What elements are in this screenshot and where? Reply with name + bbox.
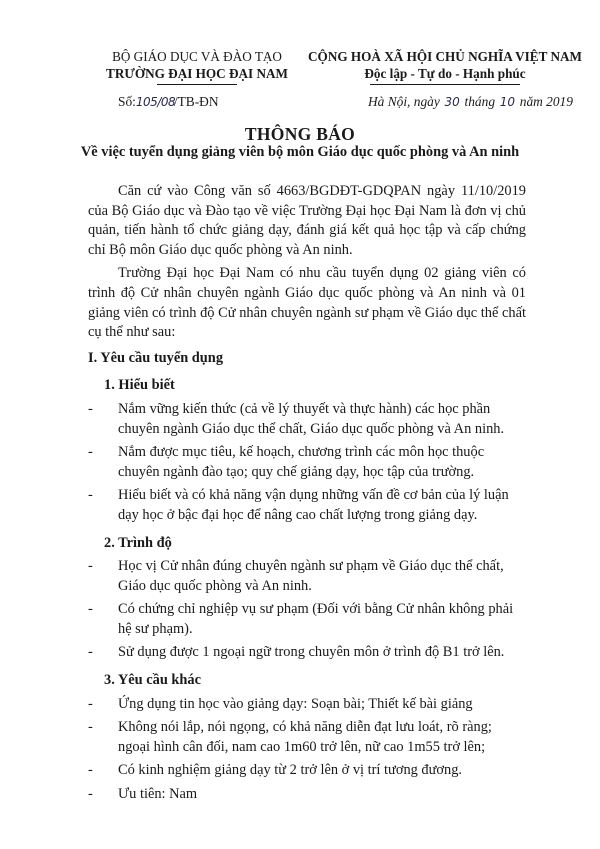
list-item: - Sử dụng được 1 ngoại ngữ trong chuyên môn ở trình độ B1 trở lên. [88,643,526,663]
list-item: - Học vị Cử nhân đúng chuyên ngành sư phạm về Giáo dục thể chất, Giáo dục quốc phòng và An ninh. [88,558,504,594]
date-place: Hà Nội, ngày [368,94,440,109]
doc-number-suffix: /TB-ĐN [173,94,219,109]
university-underline [157,84,237,85]
document-subtitle: Về việc tuyển dụng giảng viên bộ môn Giáo dục quốc phòng và An ninh [80,144,520,160]
date-year: năm 2019 [519,94,573,109]
dash-bullet: - [88,762,93,779]
list-item: - Hiểu biết và có khả năng vận dụng những vấn đề cơ bản của lý luận dạy học ở bậc đại học để nâng cao chất lượng trong giảng dạy. [88,487,509,523]
subsection-heading: 1. Hiểu biết [104,377,175,394]
list-item: - Nắm được mục tiêu, kế hoạch, chương trình các môn học thuộc chuyên ngành đào tạo; quy chế giảng dạy, học tập của trường. [88,444,485,480]
dash-bullet: - [88,601,93,618]
dash-bullet: - [88,695,93,712]
dash-bullet: - [88,644,93,661]
dash-bullet: - [88,487,93,504]
dash-bullet: - [88,444,93,461]
date-day: 30 [444,95,460,109]
dash-bullet: - [88,400,93,417]
date-month: 10 [499,95,516,109]
university-name: TRƯỜNG ĐẠI HỌC ĐẠI NAM [106,66,288,81]
dash-bullet: - [88,786,93,803]
paragraph: Trường Đại học Đại Nam có nhu cầu tuyển dụng 02 giảng viên có trình độ Cử nhân chuyên ngành Giáo dục quốc phòng và An ninh và 01 giảng viên có trình độ Cử nhân chuyên ngành sư phạm về Giáo dục thể chất cụ thể như sau: [88,265,526,341]
document-number [118,94,219,110]
document-title: THÔNG BÁO [244,124,356,144]
list-item: - Nắm vững kiến thức (cả về lý thuyết và thực hành) các học phần chuyên ngành Giáo dục thể chất, Giáo dục quốc phòng và An ninh. [88,400,505,437]
list-item: - Ứng dụng tin học vào giảng dạy: Soạn bài; Thiết kế bài giảng [88,695,526,715]
country-name: CỘNG HOÀ XÃ HỘI CHỦ NGHĨA VIỆT NAM [308,49,582,64]
list-item: - Có chứng chỉ nghiệp vụ sư phạm (Đối với bằng Cử nhân không phải hệ sư phạm). [88,601,514,637]
dash-bullet: - [88,558,93,575]
motto-underline [370,84,520,85]
doc-number-handwritten: 105/08 [135,95,176,109]
ministry-header [92,48,302,85]
document-body [88,182,526,809]
doc-number-prefix: Số: [118,94,136,109]
list-item: - Không nói lắp, nói ngọng, có khả năng diễn đạt lưu loát, rõ ràng; ngoại hình cân đối, nam cao 1m60 trở lên, nữ cao 1m55 trở lên; [88,719,492,755]
ministry-name: BỘ GIÁO DỤC VÀ ĐÀO TẠO [112,49,282,64]
list-item: - Ưu tiên: Nam [88,785,526,805]
dash-bullet: - [88,719,93,736]
date-month-label: tháng [464,94,496,109]
subsection-heading: 2. Trình độ [104,534,172,551]
national-header [300,48,590,85]
paragraph: Căn cứ vào Công văn số 4663/BGDĐT-GDQPAN ngày 11/10/2019 của Bộ Giáo dục và Đào tạo về việc Trường Đại học Đại Nam là đơn vị chủ quản, tiến hành tổ chức giảng dạy, đánh giá kết quả học tập và cấp chứng chỉ Bộ môn Giáo dục quốc phòng và An ninh. [88,183,526,258]
national-motto: Độc lập - Tự do - Hạnh phúc [364,66,526,81]
section-heading: I. Yêu cầu tuyển dụng [88,349,224,366]
subsection-heading: 3. Yêu cầu khác [104,672,202,689]
issue-date [368,94,573,110]
list-item: - Có kinh nghiệm giảng dạy từ 2 trở lên ở vị trí tương đương. [88,761,526,781]
